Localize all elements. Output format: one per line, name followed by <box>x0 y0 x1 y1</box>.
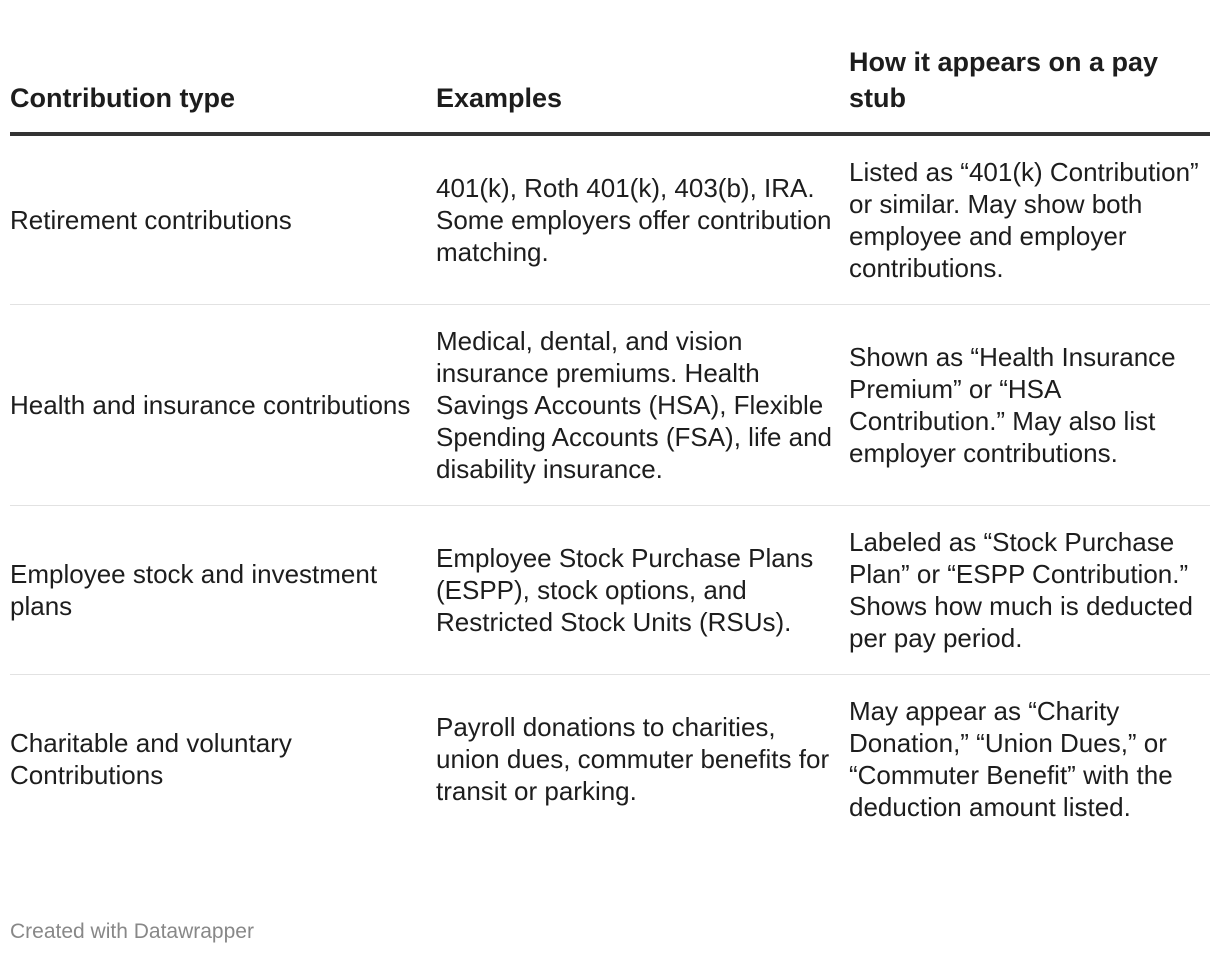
cell-pay-stub: May appear as “Charity Donation,” “Union Dues,” or “Commuter Benefit” with the deduction amount listed. <box>849 696 1173 822</box>
cell-pay-stub: Labeled as “Stock Purchase Plan” or “ESPP Contribution.” Shows how much is deducted per pay period. <box>849 506 1210 675</box>
table-row <box>10 134 1210 305</box>
table-body <box>10 134 1210 843</box>
cell-pay-stub: Listed as “401(k) Contribution” or similar. May show both employee and employer contributions. <box>849 134 1210 305</box>
table-row <box>10 305 1210 506</box>
column-header-contribution-type: Contribution type <box>10 40 436 134</box>
cell-contribution-type: Retirement contributions <box>10 134 436 305</box>
cell-examples: Employee Stock Purchase Plans (ESPP), stock options, and Restricted Stock Units (RSUs). <box>436 506 849 675</box>
cell-contribution-type: Health and insurance contributions <box>10 305 436 506</box>
table-row <box>10 506 1210 675</box>
header-row <box>10 40 1210 134</box>
contributions-table <box>10 40 1210 843</box>
cell-contribution-type: Employee stock and investment plans <box>10 506 436 675</box>
cell-pay-stub: Shown as “Health Insurance Premium” or “HSA Contribution.” May also list employer contributions. <box>849 305 1210 506</box>
table-row <box>10 675 1210 844</box>
column-header-pay-stub: How it appears on a pay stub <box>849 40 1210 134</box>
cell-examples: Payroll donations to charities, union dues, commuter benefits for transit or parking. <box>436 712 830 806</box>
table-header <box>10 40 1210 134</box>
cell-examples: Medical, dental, and vision insurance premiums. Health Savings Accounts (HSA), Flexible Spending Accounts (FSA), life and disability insurance. <box>436 305 849 506</box>
cell-examples: 401(k), Roth 401(k), 403(b), IRA. Some employers offer contribution matching. <box>436 134 849 305</box>
cell-contribution-type: Charitable and voluntary Contributions <box>10 728 292 790</box>
column-header-examples: Examples <box>436 40 849 134</box>
datawrapper-credit: Created with Datawrapper <box>10 920 254 943</box>
